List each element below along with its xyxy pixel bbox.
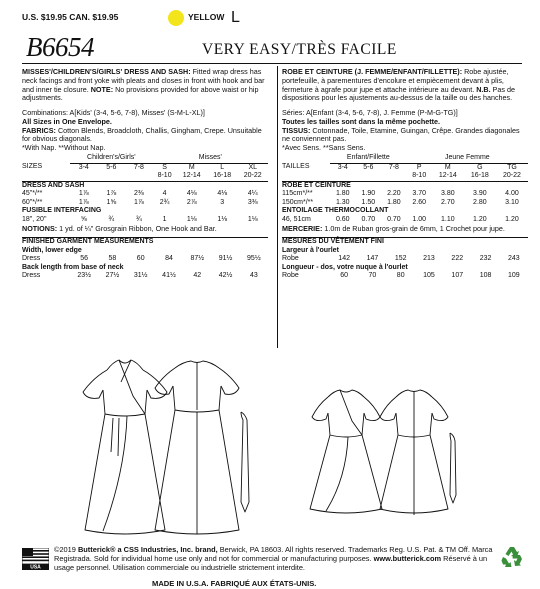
metrage-cell: 3.70 bbox=[412, 190, 427, 198]
svg-text:USA: USA bbox=[30, 564, 41, 570]
size-cell: 7-8 bbox=[388, 163, 399, 171]
jeune-femme-group-header: Jeune Femme bbox=[407, 154, 528, 163]
yardage-cell: 1⅛ bbox=[186, 215, 197, 223]
size-sub-cell: 16-18 bbox=[213, 172, 232, 180]
yardage-cell: 4⅛ bbox=[186, 190, 197, 198]
nap-note-fr: *Avec Sens. **Sans Sens. bbox=[282, 143, 366, 153]
prices: U.S. $19.95 CAN. $19.95 bbox=[22, 12, 119, 22]
size-cell: 5-6 bbox=[363, 163, 374, 171]
yardage-cell: 1⅛ bbox=[247, 215, 258, 223]
yardage-cell: 1 bbox=[162, 215, 167, 223]
child-dress-illustration bbox=[300, 358, 460, 548]
fabrics-label: FABRICS: bbox=[22, 125, 56, 135]
yardage-cell: 1⅝ bbox=[106, 198, 117, 206]
row-label: 46, 51cm bbox=[282, 215, 311, 223]
tailles-label: TAILLES bbox=[282, 163, 310, 171]
metrage-cell: 1.80 bbox=[335, 190, 350, 198]
metrage-cell: 1.90 bbox=[361, 190, 376, 198]
finished-heading: FINISHED GARMENT MEASUREMENTS bbox=[22, 238, 154, 246]
measure-cell: 80 bbox=[396, 272, 405, 280]
yardage-cell: 3 bbox=[220, 198, 225, 206]
measure-cell: 84 bbox=[165, 255, 173, 263]
metrage-cell: 1.50 bbox=[361, 198, 376, 206]
pattern-number: B6654 bbox=[26, 32, 94, 62]
metrage-cell: 1.30 bbox=[335, 198, 350, 206]
company-name: a CSS Industries, Inc. brand, bbox=[115, 545, 218, 554]
enfant-group-header: Enfant/Fillette bbox=[330, 154, 407, 163]
size-sub-cell: 8-10 bbox=[412, 172, 427, 180]
copyright-year: ©2019 bbox=[54, 545, 78, 554]
longueur-heading: Longueur - dos, votre nuque à l'ourlet bbox=[282, 263, 408, 271]
footer bbox=[22, 545, 522, 589]
mesures-heading: MESURES DU VÊTEMENT FINI bbox=[282, 238, 384, 246]
series: Séries: A[Enfant (3-4, 5-6, 7-8), J. Femme (P-M-G-TG)] bbox=[282, 108, 458, 118]
size-cell: P bbox=[416, 163, 422, 171]
metrage-table bbox=[282, 154, 528, 224]
combinations: Combinations: A[Kids' (3-4, 5-6, 7-8), Misses' (S-M-L-XL)] bbox=[22, 108, 205, 118]
misses-group-header: Misses' bbox=[153, 154, 268, 163]
measure-cell: 27½ bbox=[105, 272, 120, 280]
metrage-cell: 1.20 bbox=[473, 215, 487, 223]
entoilage-heading: ENTOILAGE THERMOCOLLANT bbox=[282, 207, 389, 215]
metrage-cell: 2.60 bbox=[412, 198, 427, 206]
largeur-heading: Largeur à l'ourlet bbox=[282, 246, 339, 254]
measure-cell: 31½ bbox=[133, 272, 148, 280]
metrage-cell: 0.70 bbox=[361, 215, 376, 223]
size-cell: TG bbox=[507, 163, 517, 171]
measure-cell: 43 bbox=[249, 272, 258, 280]
yardage-cell: 2⅞ bbox=[186, 198, 197, 206]
robe-heading: ROBE ET CEINTURE bbox=[282, 181, 351, 189]
measure-cell: 95½ bbox=[247, 255, 261, 263]
size-cell: G bbox=[477, 163, 483, 171]
copyright-text bbox=[54, 545, 504, 573]
measure-cell: 60 bbox=[340, 272, 349, 280]
nb-label: N.B. bbox=[476, 84, 491, 94]
size-cell: M bbox=[188, 163, 195, 171]
fabrics bbox=[22, 127, 268, 145]
notions bbox=[22, 225, 268, 234]
measure-cell: 213 bbox=[423, 255, 435, 263]
fabrics-body: Cotton Blends, Broadcloth, Challis, Gingham, Crepe. Unsuitable for obvious diagonals. bbox=[22, 125, 262, 144]
row-label: Dress bbox=[22, 255, 41, 263]
size-sub-cell: 16-18 bbox=[470, 172, 489, 180]
yardage-cell: 1⅞ bbox=[134, 198, 144, 206]
children-group-header: Children's/Girls' bbox=[70, 154, 153, 163]
measure-cell: 232 bbox=[479, 255, 492, 263]
metrage-cell: 2.20 bbox=[387, 190, 401, 198]
metrage-cell: 0.70 bbox=[387, 215, 401, 223]
size-sub-cell: 20-22 bbox=[243, 172, 262, 180]
yellow-color-dot bbox=[168, 10, 184, 26]
made-in-label: MADE IN U.S.A. FABRIQUÉ AUX ÉTATS-UNIS. bbox=[152, 579, 317, 588]
note-body: No provisions provided for above waist or hip adjustments. bbox=[22, 84, 259, 103]
measure-cell: 58 bbox=[108, 255, 117, 263]
measure-cell: 107 bbox=[451, 272, 464, 280]
size-cell: M bbox=[444, 163, 451, 171]
size-sub-cell: 20-22 bbox=[502, 172, 521, 180]
yardage-cell: ¾ bbox=[135, 215, 142, 223]
row-label: Dress bbox=[22, 272, 41, 280]
difficulty-label: VERY EASY/TRÈS FACILE bbox=[202, 41, 397, 58]
size-cell: 3-4 bbox=[78, 163, 89, 171]
sizes-label: SIZES bbox=[22, 163, 43, 171]
row-label: Robe bbox=[282, 255, 299, 263]
mesures-table bbox=[282, 238, 528, 281]
price-bar bbox=[22, 8, 522, 28]
measure-cell: 70 bbox=[368, 272, 377, 280]
brand-name: Butterick® bbox=[77, 545, 116, 554]
finished-measurements-table bbox=[22, 238, 268, 281]
metrage-cell: 1.00 bbox=[412, 215, 427, 223]
measure-cell: 91½ bbox=[218, 255, 233, 263]
usa-flag-icon bbox=[22, 548, 49, 570]
recycle-icon bbox=[500, 545, 524, 569]
tissus-label: TISSUS: bbox=[282, 125, 311, 135]
metrage-cell: 1.10 bbox=[440, 215, 455, 223]
measure-cell: 42½ bbox=[218, 272, 233, 280]
nb-body: Pas de dispositions pour les ajustements au-dessus de la taille ou des hanches. bbox=[282, 84, 515, 103]
metrage-cell: 3.90 bbox=[473, 190, 487, 198]
metrage-cell: 2.80 bbox=[473, 198, 487, 206]
yardage-cell: 2⅜ bbox=[134, 190, 144, 198]
rights-text-fr: Réservé à un usage personnel. Utilisation commerciale ou industrielle strictement interdite. bbox=[54, 554, 488, 573]
measure-cell: 147 bbox=[366, 255, 379, 263]
french-column bbox=[282, 68, 528, 281]
row-label: 150cm*/** bbox=[282, 198, 314, 206]
description-heading-fr: ROBE ET CEINTURE (J. FEMME/ENFANT/FILLETTE): bbox=[282, 67, 463, 76]
description bbox=[22, 68, 268, 103]
dress-sash-heading: DRESS AND SASH bbox=[22, 181, 85, 189]
mercerie-body: 1.0m de Ruban gros-grain de 6mm, 1 Crochet pour jupe. bbox=[322, 224, 505, 234]
yardage-cell: 1⅞ bbox=[78, 190, 89, 198]
metrage-cell: 0.60 bbox=[335, 215, 350, 223]
metrage-cell: 1.80 bbox=[387, 198, 401, 206]
description-body: Fitted wrap dress has neck facings and front yoke with pleats and closes in front with hook and bar and inner tie closure. bbox=[22, 67, 265, 94]
measure-cell: 56 bbox=[80, 255, 89, 263]
size-cell: 5-6 bbox=[106, 163, 117, 171]
description-body-fr: Robe ajustée, portefeuille, à parementures d'encolure et empiècement devant à plis, fermeture à agrafe pour jupe et attache intérieure au devant. bbox=[282, 67, 509, 94]
title-row bbox=[22, 28, 522, 64]
metrage-cell: 3.80 bbox=[440, 190, 455, 198]
english-column bbox=[22, 68, 268, 281]
size-cell: S bbox=[162, 163, 167, 171]
measure-cell: 152 bbox=[394, 255, 407, 263]
row-label: 60"*/** bbox=[22, 198, 43, 206]
description-fr bbox=[282, 68, 528, 103]
note-label: NOTE: bbox=[90, 84, 114, 94]
measure-cell: 142 bbox=[338, 255, 350, 263]
mercerie-label: MERCERIE: bbox=[282, 224, 323, 234]
nap-note: *With Nap. **Without Nap. bbox=[22, 143, 106, 153]
all-sizes-note: All Sizes in One Envelope. bbox=[22, 116, 112, 126]
measure-cell: 23½ bbox=[77, 272, 91, 280]
yardage-cell: 4 bbox=[162, 190, 167, 198]
row-label: 115cm*/** bbox=[282, 190, 313, 198]
row-label: 45"*/** bbox=[22, 190, 43, 198]
yardage-cell: ¾ bbox=[108, 215, 115, 223]
measure-cell: 108 bbox=[479, 272, 492, 280]
yardage-cell: 1⅞ bbox=[106, 190, 117, 198]
metrage-cell: 1.20 bbox=[505, 215, 519, 223]
metrage-cell: 2.70 bbox=[440, 198, 455, 206]
size-sub-cell: 12-14 bbox=[182, 172, 201, 180]
column-divider bbox=[277, 66, 278, 348]
measure-cell: 41½ bbox=[162, 272, 176, 280]
metrage-cell: 3.10 bbox=[505, 198, 519, 206]
size-range-letter: L bbox=[231, 9, 240, 26]
row-label: Robe bbox=[282, 272, 299, 280]
measure-cell: 222 bbox=[451, 255, 464, 263]
color-label: YELLOW bbox=[188, 12, 225, 22]
measure-cell: 105 bbox=[423, 272, 435, 280]
back-length-heading: Back length from base of neck bbox=[22, 263, 124, 271]
size-sub-cell: 8-10 bbox=[157, 172, 172, 180]
tissus-body: Cotonnade, Toile, Etamine, Guingan, Crêpe. Grandes diagonales ne conviennent pas. bbox=[282, 125, 520, 144]
description-heading: MISSES'/CHILDREN'S/GIRLS' DRESS AND SASH: bbox=[22, 67, 191, 76]
yardage-table bbox=[22, 154, 268, 224]
notions-label: NOTIONS: bbox=[22, 224, 58, 234]
notions-body: 1 yd. of ¼" Grosgrain Ribbon, One Hook and Bar. bbox=[57, 224, 217, 234]
rights-text: Berwick, PA 18603. All rights reserved. Trademarks Reg. U.S. Pat. & TM Off. Marca Registrada. Sold for individual home use only and not for commercial or manufacturing purposes. bbox=[54, 545, 493, 564]
measure-cell: 42 bbox=[193, 272, 202, 280]
measure-cell: 87½ bbox=[190, 255, 205, 263]
measure-cell: 243 bbox=[508, 255, 520, 263]
size-cell: 3-4 bbox=[337, 163, 348, 171]
width-heading: Width, lower edge bbox=[22, 246, 82, 254]
all-sizes-note-fr: Toutes les tailles sont dans la même pochette. bbox=[282, 116, 441, 126]
website-link[interactable]: www.butterick.com bbox=[373, 554, 442, 564]
size-cell: L bbox=[220, 163, 225, 171]
size-cell: XL bbox=[248, 163, 257, 171]
yardage-cell: ⅝ bbox=[80, 215, 87, 223]
yardage-cell: 1⅞ bbox=[78, 198, 89, 206]
yardage-cell: 4⅛ bbox=[217, 190, 228, 198]
mercerie bbox=[282, 225, 528, 234]
fusible-heading: FUSIBLE INTERFACING bbox=[22, 207, 102, 215]
yardage-cell: 2¾ bbox=[159, 198, 170, 206]
yardage-cell: 4¼ bbox=[247, 190, 258, 198]
measure-cell: 60 bbox=[136, 255, 145, 263]
size-sub-cell: 12-14 bbox=[438, 172, 457, 180]
size-cell: 7-8 bbox=[133, 163, 144, 171]
metrage-cell: 4.00 bbox=[505, 190, 519, 198]
tissus bbox=[282, 127, 528, 145]
yardage-cell: 1⅛ bbox=[217, 215, 228, 223]
measure-cell: 109 bbox=[508, 272, 520, 280]
adult-dress-illustration bbox=[55, 352, 255, 542]
yardage-cell: 3⅜ bbox=[247, 198, 258, 206]
row-label: 18", 20" bbox=[22, 215, 47, 223]
